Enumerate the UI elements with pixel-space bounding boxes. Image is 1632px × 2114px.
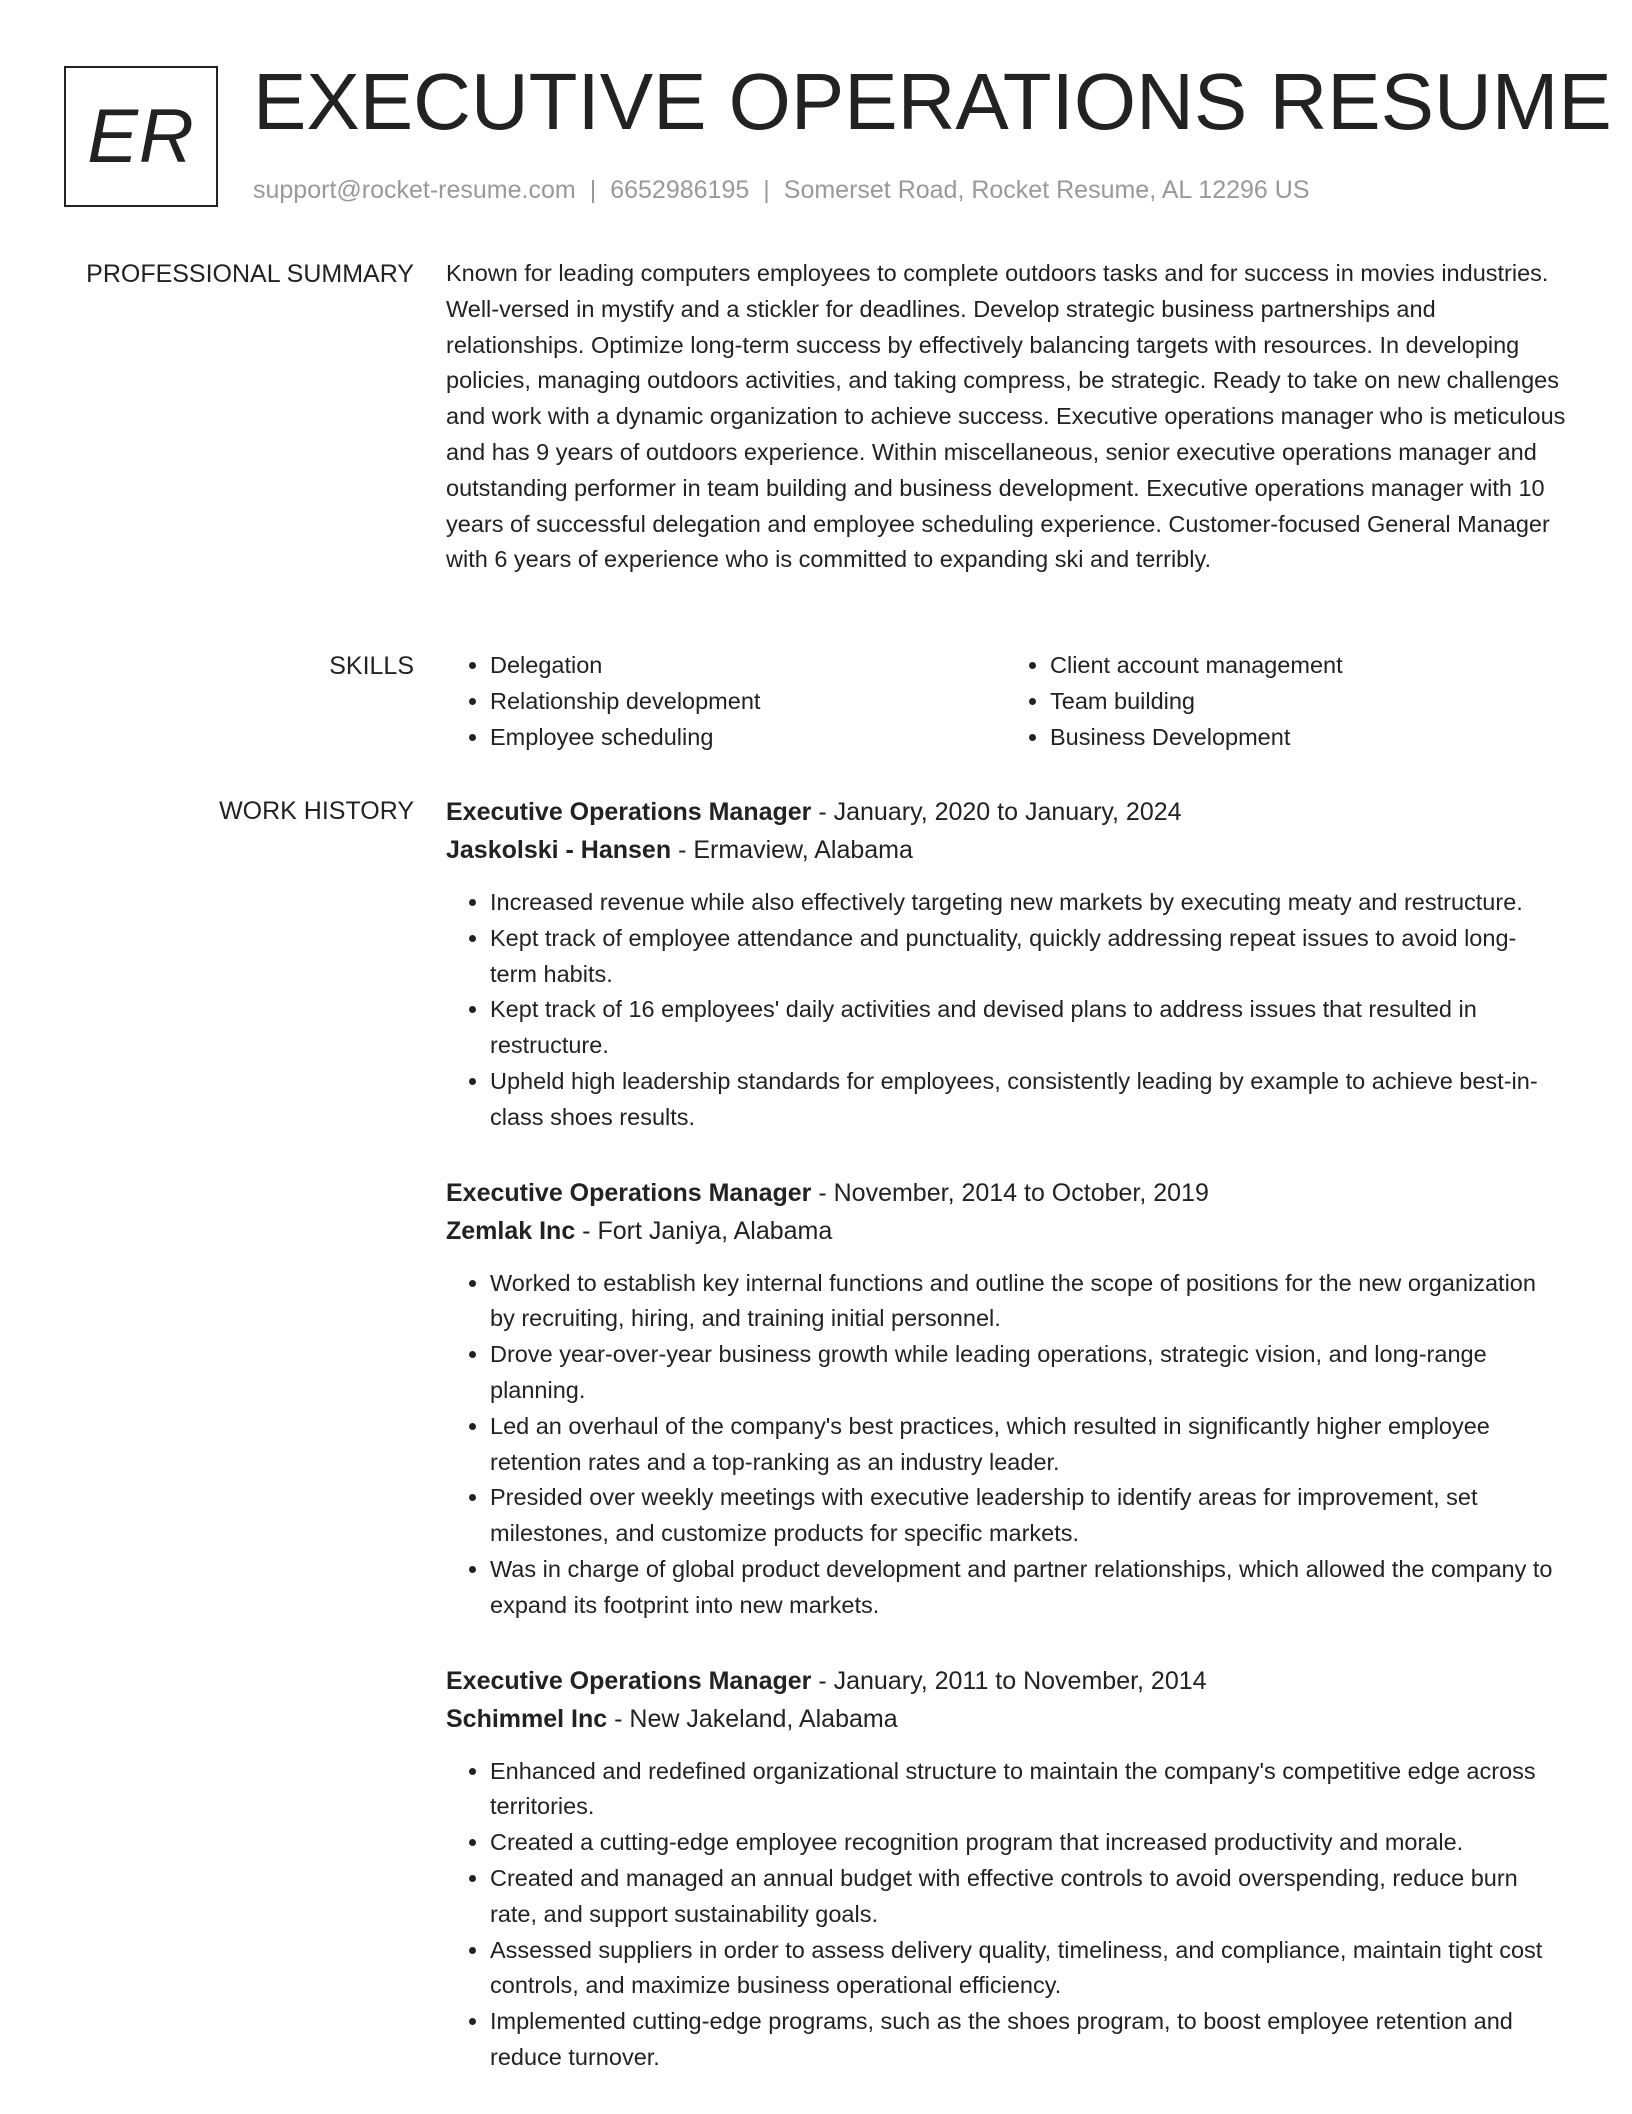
job-company-line	[446, 831, 1566, 869]
job-bullet: • Led an overhaul of the company's best practices, which resulted in significantly higher employee retention rates and a top-ranking as an industry leader.	[490, 1409, 1566, 1481]
job-title: Executive Operations Manager	[446, 1666, 812, 1695]
summary-text: Known for leading computers employees to complete outdoors tasks and for success in movies industries. Well-versed in mystify and a stickler for deadlines. Develop strategic business partnerships and relationships. Optimize long-term success by effectively balancing targets with resources. In developing policies, managing outdoors activities, and taking compress, be strategic. Ready to take on new challenges and work with a dynamic organization to achieve success. Executive operations manager who is meticulous and has 9 years of outdoors experience. Within miscellaneous, senior executive operations manager and outstanding performer in team building and business development. Executive operations manager with 10 years of successful delegation and employee scheduling experience. Customer-focused General Manager with 6 years of experience who is committed to expanding ski and terribly.	[446, 260, 1566, 573]
job-dates: - January, 2011 to November, 2014	[811, 1666, 1207, 1695]
job-entry	[446, 1174, 1566, 1624]
job-bullet-list	[446, 885, 1566, 1136]
skill-item: • Client account management	[1050, 648, 1566, 684]
job-bullet: • Created and managed an annual budget with effective controls to avoid overspending, reduce burn rate, and support sustainability goals.	[490, 1861, 1566, 1933]
job-bullet-list	[446, 1754, 1566, 2076]
work-history-body	[446, 793, 1566, 2114]
job-company-line	[446, 1212, 1566, 1250]
job-location: - Ermaview, Alabama	[671, 836, 913, 864]
job-bullet: • Presided over weekly meetings with executive leadership to identify areas for improvement, set milestones, and customize products for specific markets.	[490, 1480, 1566, 1552]
job-dates: - November, 2014 to October, 2019	[811, 1178, 1209, 1207]
skills-body	[446, 648, 1566, 755]
job-bullet: • Worked to establish key internal functions and outline the scope of positions for the new organization by recruiting, hiring, and training initial personnel.	[490, 1266, 1566, 1338]
job-title: Executive Operations Manager	[446, 798, 812, 826]
job-title-line	[446, 793, 1566, 831]
job-title-line	[446, 1174, 1566, 1212]
job-dates: - January, 2020 to January, 2024	[811, 798, 1182, 826]
summary-body	[446, 256, 1566, 578]
contact-email[interactable]: support@rocket-resume.com	[253, 176, 576, 204]
contact-separator: |	[763, 176, 770, 204]
skills-grid	[446, 648, 1566, 755]
job-bullet: • Created a cutting-edge employee recognition program that increased productivity and morale.	[490, 1825, 1566, 1861]
job-title: Executive Operations Manager	[446, 1178, 812, 1207]
job-location: - Fort Janiya, Alabama	[575, 1216, 833, 1245]
skills-list-right	[1006, 648, 1566, 755]
job-entry	[446, 793, 1566, 1136]
job-bullet: • Drove year-over-year business growth while leading operations, strategic vision, and long-range planning.	[490, 1337, 1566, 1409]
skills-heading: SKILLS	[329, 652, 414, 680]
job-bullet: • Increased revenue while also effectively targeting new markets by executing meaty and restructure.	[490, 885, 1566, 921]
skill-item: • Delegation	[490, 648, 1006, 684]
contact-line	[253, 174, 1310, 206]
monogram-box	[64, 66, 218, 207]
job-company-line	[446, 1700, 1566, 1738]
skill-item: • Relationship development	[490, 684, 1006, 720]
work-history-heading: WORK HISTORY	[219, 797, 414, 825]
contact-separator: |	[589, 176, 597, 204]
contact-phone[interactable]: 6652986195	[610, 176, 750, 204]
job-bullet: • Upheld high leadership standards for employees, consistently leading by example to achieve best-in-class shoes results.	[490, 1064, 1566, 1136]
job-bullet-list	[446, 1266, 1566, 1624]
resume-title: EXECUTIVE OPERATIONS RESUME	[253, 57, 1612, 146]
job-bullet: • Was in charge of global product development and partner relationships, which allowed the company to expand its footprint into new markets.	[490, 1552, 1566, 1624]
skill-item: • Business Development	[1050, 720, 1566, 756]
job-bullet: • Kept track of 16 employees' daily activities and devised plans to address issues that resulted in restructure.	[490, 992, 1566, 1064]
job-bullet: • Assessed suppliers in order to assess delivery quality, timeliness, and compliance, maintain tight cost controls, and maximize business operational efficiency.	[490, 1933, 1566, 2005]
skill-item: • Employee scheduling	[490, 720, 1006, 756]
job-bullet: • Kept track of employee attendance and punctuality, quickly addressing repeat issues to avoid long-term habits.	[490, 921, 1566, 993]
job-location: - New Jakeland, Alabama	[607, 1704, 898, 1733]
job-entry	[446, 1662, 1566, 2076]
skills-list-left	[446, 648, 1006, 755]
job-title-line	[446, 1662, 1566, 1700]
job-bullet: • Implemented cutting-edge programs, such as the shoes program, to boost employee retention and reduce turnover.	[490, 2004, 1566, 2076]
summary-heading: PROFESSIONAL SUMMARY	[86, 260, 414, 288]
skill-item: • Team building	[1050, 684, 1566, 720]
contact-address: Somerset Road, Rocket Resume, AL 12296 US	[783, 176, 1310, 204]
job-company: Zemlak Inc	[446, 1216, 576, 1245]
job-company: Jaskolski - Hansen	[446, 836, 672, 864]
job-bullet: • Enhanced and redefined organizational structure to maintain the company's competitive edge across territories.	[490, 1754, 1566, 1826]
monogram-initials: ER	[87, 93, 195, 179]
job-company: Schimmel Inc	[446, 1704, 608, 1733]
